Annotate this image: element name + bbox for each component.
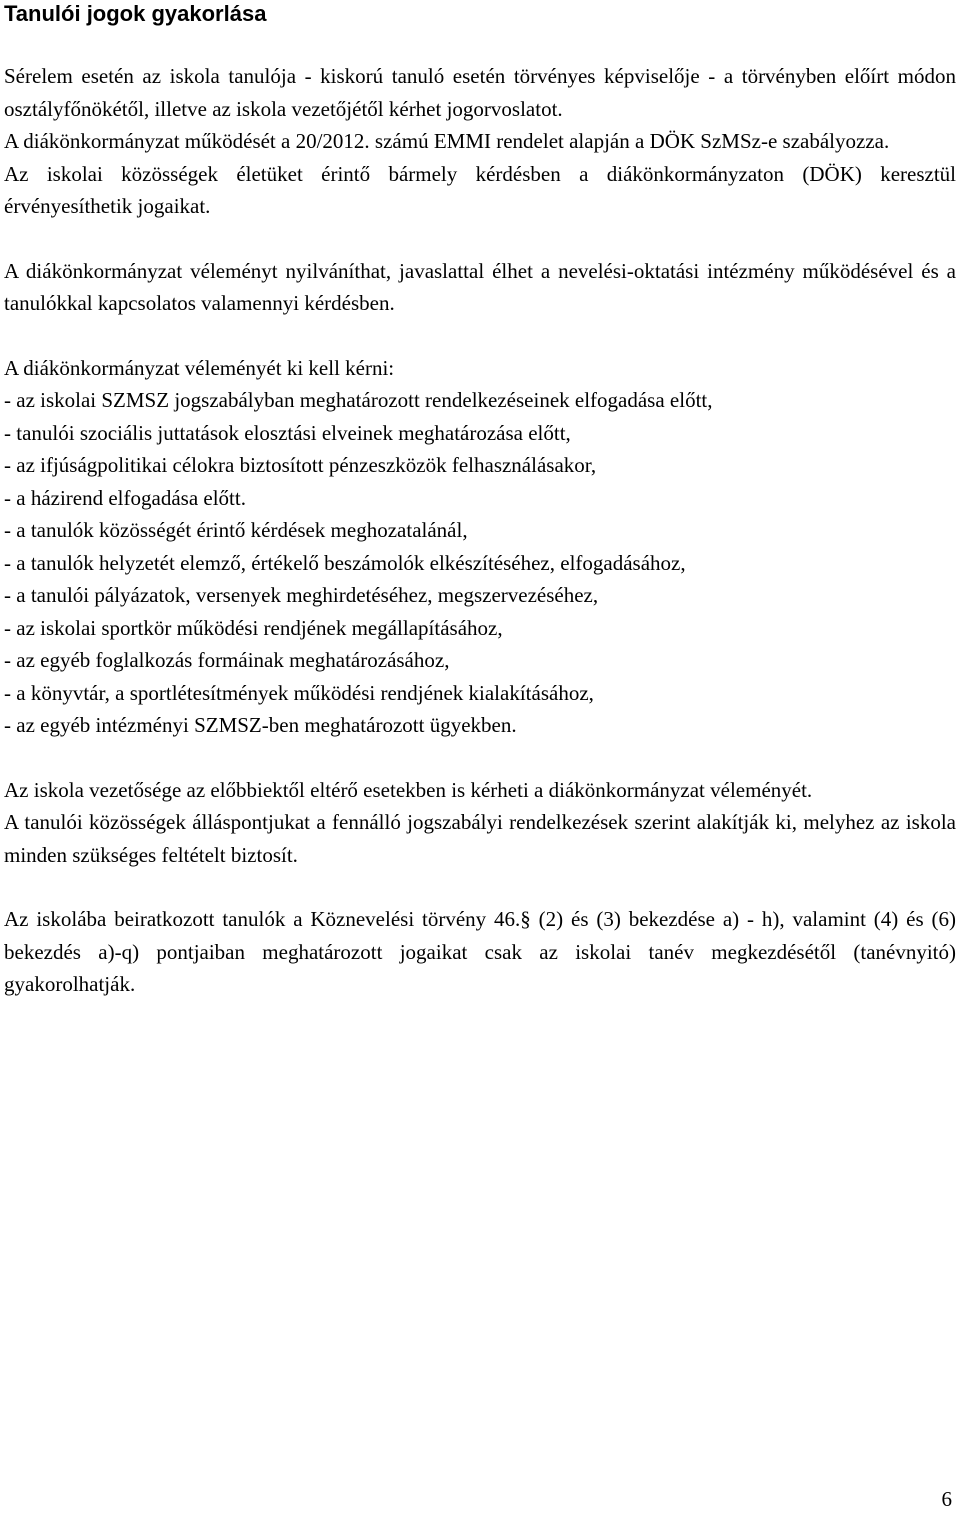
list-item: - az iskolai SZMSZ jogszabályban meghatározott rendelkezéseinek elfogadása előtt, (4, 388, 713, 412)
list-item: - a könyvtár, a sportlétesítmények működési rendjének kialakításához, (4, 680, 594, 705)
opinion-required-list (4, 384, 956, 742)
paragraph-leadership-opinion: Az iskola vezetősége az előbbiektől eltérő esetekben is kérheti a diákönkormányzat véleményét. (4, 777, 813, 802)
paragraph-community-positions: A tanulói közösségek álláspontjukat a fennálló jogszabályi rendelkezések szerint alakítják ki, melyhez az iskola minden szükséges feltételt biztosít. (4, 810, 956, 867)
list-item: - a tanulók helyzetét elemző, értékelő beszámolók elkészítéséhez, elfogadásához, (4, 550, 686, 575)
list-item: - tanulói szociális juttatások elosztási elveinek meghatározása előtt, (4, 420, 571, 445)
paragraph-dok-operation: A diákönkormányzat működését a 20/2012. számú EMMI rendelet alapján a DÖK SzMSz-e szabályozza. (4, 129, 890, 153)
paragraph-dok-opinion: A diákönkormányzat véleményt nyilváníthat, javaslattal élhet a nevelési-oktatási intézmény működésével és a tanulókkal kapcsolatos valamennyi kérdésben. (4, 258, 956, 315)
list-item: - a tanulók közösségét érintő kérdések meghozatalánál, (4, 518, 468, 542)
list-item: - az egyéb intézményi SZMSZ-ben meghatározott ügyekben. (4, 713, 517, 737)
page-title: Tanulói jogok gyakorlása (4, 1, 267, 26)
list-item: - az ifjúságpolitikai célokra biztosított pénzeszközök felhasználásakor, (4, 453, 597, 477)
list-item: - a házirend elfogadása előtt. (4, 485, 246, 510)
document-page (4, 0, 956, 1001)
paragraph-communities-rights: Az iskolai közösségek életüket érintő bármely kérdésben a diákönkormányzaton (DÖK) keresztül érvényesíthetik jogaikat. (4, 161, 956, 218)
paragraph-enrolled-rights: Az iskolába beiratkozott tanulók a Köznevelési törvény 46.§ (2) és (3) bekezdése a) - h), valamint (4) és (6) bekezdés a)-q) pontjaiban meghatározott jogaikat csak az iskolai tanév megkezdésétől (tanévnyitó) gyakorolhatják. (4, 907, 956, 996)
paragraph-remedy: Sérelem esetén az iskola tanulója - kiskorú tanuló esetén törvényes képviselője - a törvényben előírt módon osztályfőnökétől, illetve az iskola vezetőjétől kérhet jogorvoslatot. (4, 64, 956, 121)
list-item: - a tanulói pályázatok, versenyek meghirdetéséhez, megszervezéséhez, (4, 583, 599, 607)
list-item: - az egyéb foglalkozás formáinak meghatározásához, (4, 648, 450, 672)
paragraph-opinion-required: A diákönkormányzat véleményét ki kell kérni: (4, 355, 395, 380)
page-number: 6 (941, 1487, 952, 1511)
list-item: - az iskolai sportkör működési rendjének megállapításához, (4, 615, 503, 640)
